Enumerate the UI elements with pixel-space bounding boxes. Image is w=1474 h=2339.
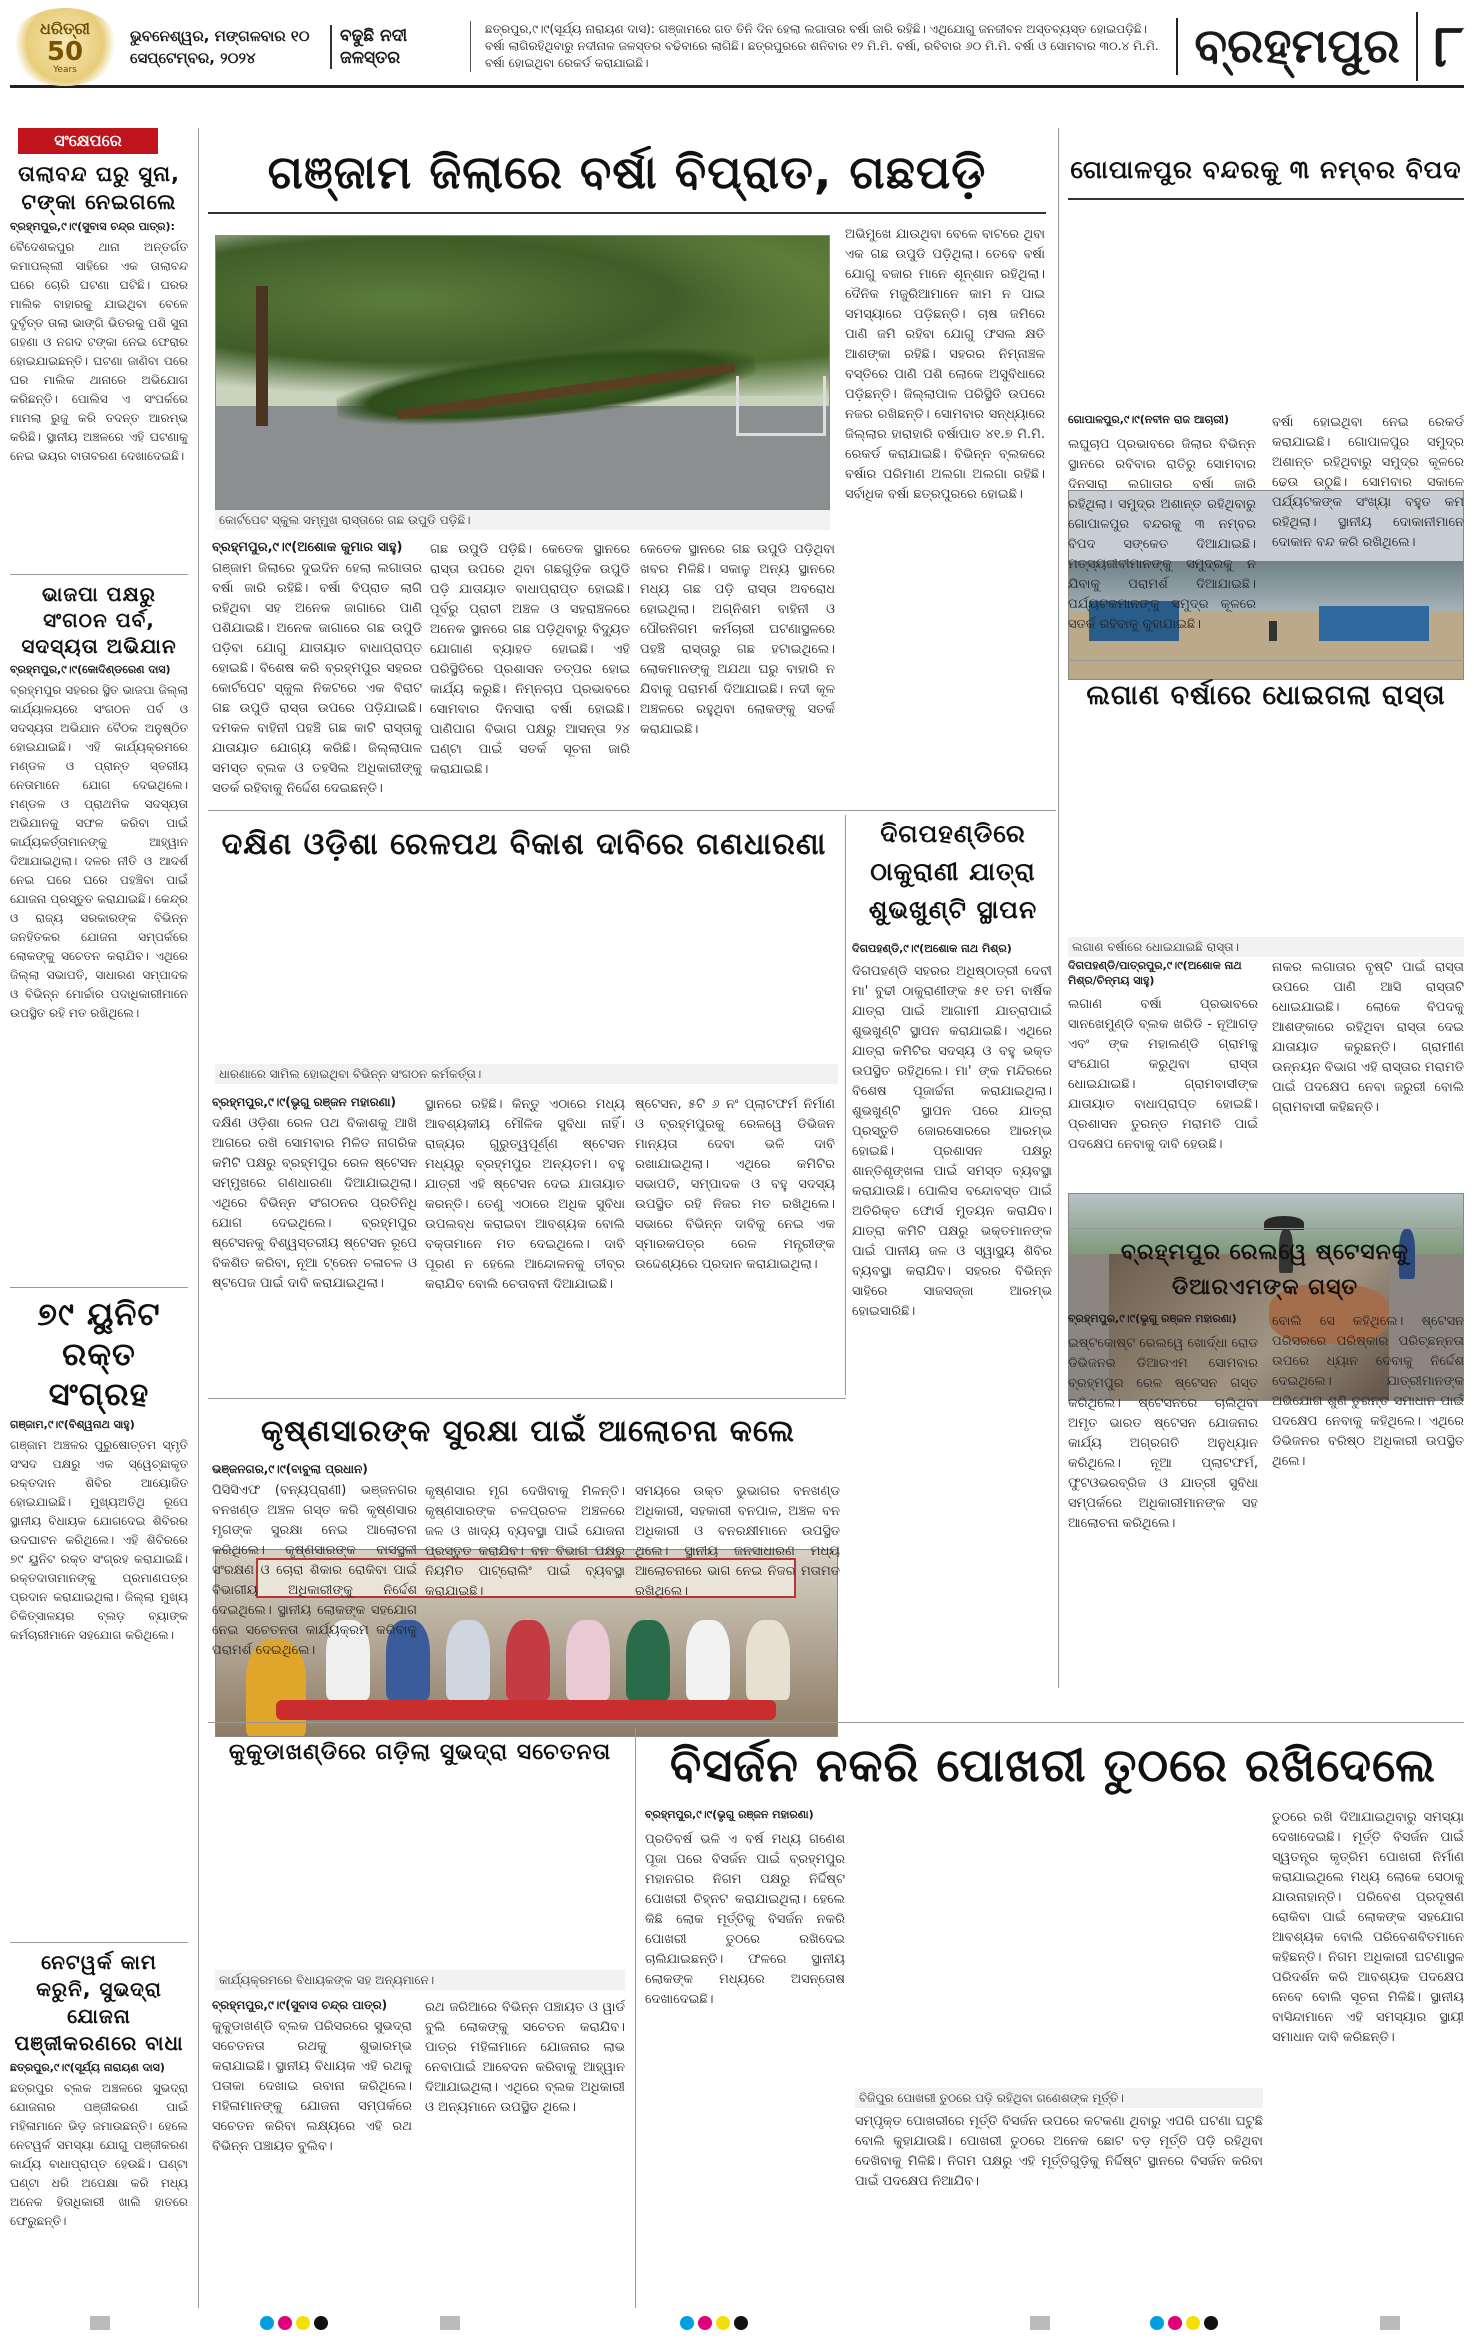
rail-byline: ବ୍ରହ୍ମପୁର,୯।୯(ଭୃଗୁ ରଞ୍ଜନ ମହାରଣା) — [212, 1095, 396, 1109]
ticker-news: ଛତ୍ରପୁର,୯।୯(ସୂର୍ଯ୍ୟ ନାରାୟଣ ଦାସ): ଗଞ୍ଜାମରେ ଗତ ତିନି ଦିନ ହେଲା ଲଗାତାର ବର୍ଷା ଜାରି ରହିଛି। ଏଥିଯୋଗୁ ଜନଜୀବନ ଅସ୍ତବ୍ୟସ୍ତ ହୋଇପଡ଼ିଛି। ବର୍ଷା ଲାଗିରହିଥିବାରୁ ନଦୀନାଳ ଜଳସ୍ତର ବଢିବାରେ ଲାଗିଛି। ଛତ୍ରପୁରରେ ଶନିବାର ୧୨ ମି.ମି. ବର୍ଷା, ରବିବାର ୬୦ ମି.ମି. ବର୍ଷା ଓ ସୋମବାର ୩୦.୪ ମି.ମି. ବର୍ଷା ହୋଇଥିବା ରେକର୍ଡ କରାଯାଇଛି। — [470, 21, 1176, 72]
brief-1-body: ବୈଦେଶକପୁର ଥାନା ଅନ୍ତର୍ଗତ କମାପଲ୍ଲୀ ସାହିରେ ଏକ ତାଲାବନ୍ଦ ଘରେ ଚୋରି ଘଟଣା ଘଟିଛି। ଘରର ମାଲିକ ବାହାରକୁ ଯାଇଥିବା ବେଳେ ଦୁର୍ବୃତ୍ତ ତାଲା ଭାଙ୍ଗି ଭିତରକୁ ପଶି ସୁନା ଗହଣା ଓ ନଗଦ ଟଙ୍କା ନେଇ ଫେରାର ହୋଇଯାଇଛନ୍ତି। ଘଟଣା ଜାଣିବା ପରେ ଘର ମାଲିକ ଥାନାରେ ଅଭିଯୋଗ କରିଛନ୍ତି। ପୋଲିସ ଏ ସଂପର୍କରେ ମାମଲା ରୁଜୁ କରି ତଦନ୍ତ ଆରମ୍ଭ କରିଛି। ସ୍ଥାନୀୟ ଅଞ୍ଚଳରେ ଏହି ଘଟଣାକୁ ନେଇ ଭୟର ବାତାବରଣ ଦେଖାଦେଇଛି। — [10, 240, 188, 463]
subhadra-headline: କୁକୁଡାଖଣ୍ଡିରେ ଗଡ଼ିଲା ସୁଭଦ୍ରା ସଚେତନତା — [228, 1740, 612, 1765]
brief-1-byline: ବ୍ରହ୍ମପୁର,୯।୯(ସୁବାସ ଚନ୍ଦ୍ର ପାତ୍ର): — [10, 220, 175, 233]
page-number: ୮ — [1416, 12, 1464, 81]
logo-subtitle: Years — [53, 64, 77, 75]
dharitri-50-years-logo — [10, 8, 120, 86]
krushnasara-column-1 — [212, 1462, 417, 1713]
krushnasara-body-3: ସମୟରେ ଉକ୍ତ ଭୁଭାଗର ବନଖଣ୍ଡ ଅଧିକାରୀ, ସହକାରୀ ବନପାଳ, ଅଞ୍ଚଳ ବନ ଅଧିକାରୀ ଓ ବନରକ୍ଷୀମାନେ ଉପସ୍ଥିତ ଥିଲେ। ସ୍ଥାନୀୟ ଜନସାଧାରଣ ମଧ୍ୟ ଆଲୋଚନାରେ ଭାଗ ନେଇ ନିଜର ମତାମତ ରଖିଥିଲେ। — [635, 1484, 840, 1599]
krushnasara-body-1: ପିସିସିଏଫ (ବନ୍ୟପ୍ରାଣୀ) ଭଞ୍ଜନଗର ବନଖଣ୍ଡ ଅଞ୍ଚଳ ଗସ୍ତ କରି କୃଷ୍ଣସାର ମୃଗଙ୍କ ସୁରକ୍ଷା ନେଇ ଆଲୋଚନା କରିଥିଲେ। କୃଷ୍ଣସାରଙ୍କ ବାସସ୍ଥଳୀ ସଂରକ୍ଷଣ ଓ ଚୋରା ଶିକାର ରୋକିବା ପାଇଁ ବିଭାଗୀୟ ଅଧିକାରୀଙ୍କୁ ନିର୍ଦ୍ଦେଶ ଦେଇଥିଲେ। ସ୍ଥାନୀୟ ଲୋକଙ୍କ ସହଯୋଗ ନେଇ ସଚେତନତା କାର୍ଯ୍ୟକ୍ରମ କରିବାକୁ ପରାମର୍ଶ ଦେଇଥିଲେ। — [212, 1483, 417, 1658]
visarjan-body-2: ସମ୍ପୃକ୍ତ ପୋଖରୀରେ ମୂର୍ତ୍ତି ବିସର୍ଜନ ଉପରେ କଟକଣା ଥିବାରୁ ଏପରି ଘଟଣା ଘଟୁଛି ବୋଲି କୁହାଯାଉଛି। ପୋଖରୀ ତୁଠରେ ଅନେକ ଛୋଟ ବଡ଼ ମୂର୍ତ୍ତି ପଡ଼ି ରହିଥିବା ଦେଖିବାକୁ ମିଳିଛି। ନିଗମ ପକ୍ଷରୁ ଏହି ମୂର୍ତ୍ତିଗୁଡ଼ିକୁ ନିର୍ଦ୍ଦିଷ୍ଟ ସ୍ଥାନରେ ବିସର୍ଜନ କରିବା ପାଇଁ ପଦକ୍ଷେପ ନିଆଯିବ। — [855, 2114, 1263, 2189]
dateline: ଭୁବନେଶ୍ୱର, ମଙ୍ଗଳବାର ୧୦ ସେପ୍ଟେମ୍ବର, ୨୦୨୪ — [130, 26, 310, 67]
lead-body-1: ଗଞ୍ଜାମ ଜିଲାରେ ଦୁଇଦିନ ହେଲା ଲଗାତାର ବର୍ଷା ଜାରି ରହିଛି। ବର୍ଷା ବିପ୍ରାତ ଲାଗି ରହିଥିବା ସହ ଅନେକ ଜାଗାରେ ପାଣି ପଶିଯାଇଛି। ଅନେକ ଜାଗାରେ ଗଛ ଉପୁଡି ପଡ଼ିବା ଯୋଗୁ ଯାତାୟାତ ବାଧାପ୍ରାପ୍ତ ହୋଇଛି। ବିଶେଷ କରି ବ୍ରହ୍ମପୁର ସହରର କୋର୍ଟପେଟ ସ୍କୁଲ ନିକଟରେ ଏକ ବିରାଟ ଗଛ ଉପୁଡି ରାସ୍ତା ଉପରେ ପଡ଼ିଯାଇଛି। ଦମକଳ ବାହିନୀ ପହଞ୍ଚି ଗଛ କାଟି ରାସ୍ତାକୁ ଯାତାୟାତ ଯୋଗ୍ୟ କରିଛି। ଜିଲ୍ଲାପାଳ ସମସ୍ତ ବ୍ଲକ ଓ ତହସିଲ ଅଧିକାରୀଙ୍କୁ ସତର୍କ ରହିବାକୁ ନିର୍ଦ୍ଦେଶ ଦେଇଛନ୍ତି। — [212, 561, 422, 796]
road-body-1: ଲଗାଣ ବର୍ଷା ପ୍ରଭାବରେ ସାନଖେମୁଣ୍ଡି ବ୍ଲକ ଖରିଡି - ନୂଆଗଡ଼ ଏବଂ ଙ୍କ ମହାଲଣ୍ଡି ଗ୍ରାମକୁ ସଂଯୋଗ କରୁଥିବା ରାସ୍ତା ଧୋଇଯାଇଛି। ଗ୍ରାମବାସୀଙ୍କ ଯାତାୟାତ ବାଧାପ୍ରାପ୍ତ ହୋଇଛି। ପ୍ରଶାସନ ତୁରନ୍ତ ମରାମତି ପାଇଁ ପଦକ୍ଷେପ ନେବାକୁ ଦାବି ହେଉଛି। — [1068, 997, 1258, 1152]
brief-4-byline: ଛତ୍ରପୁର,୯।୯(ସୂର୍ଯ୍ୟ ନାରାୟଣ ଦାସ) — [10, 2061, 165, 2074]
rail-body-3: ଷ୍ଟେସନ, ୫ଟି ୬ ନଂ ପ୍ଲାଟଫର୍ମ ନିର୍ମାଣ ଓ ବ୍ରହ୍ମପୁରକୁ ରେଳୱେ ଡିଭିଜନ ମାନ୍ୟତା ଦେବା ଭଳି ଦାବି ରଖାଯାଇଥିଲା। ଏଥିରେ କମିଟିର ସଭାପତି, ସମ୍ପାଦକ ଓ ବହୁ ସଦସ୍ୟ ଉପସ୍ଥିତ ରହି ନିଜର ମତ ରଖିଥିଲେ। ସଭାରେ ବିଭିନ୍ନ ଦାବିକୁ ନେଇ ଏକ ସ୍ମାରକପତ୍ର ରେଳ ମନ୍ତ୍ରୀଙ୍କ ଉଦ୍ଦେଶ୍ୟରେ ପ୍ରଦାନ କରାଯାଇଥିଲା। — [635, 1097, 835, 1272]
krushnasara-byline: ଭଞ୍ଜନଗର,୯।୯(ବାବୁଲା ପ୍ରଧାନ) — [212, 1462, 368, 1476]
brief-4-headline: ନେଟୱର୍କ କାମ କରୁନି, ସୁଭଦ୍ରା ଯୋଜନା ପଞ୍ଜୀକରଣରେ ବାଧା — [14, 1950, 184, 2055]
drm-visit-byline: ବ୍ରହ୍ମପୁର,୯।୯(ଭୃଗୁ ରଞ୍ଜନ ମହାରଣା) — [1068, 1312, 1237, 1325]
gopalpur-headline: ଗୋପାଳପୁର ବନ୍ଦରକୁ ୩ ନମ୍ବର ବିପଦ — [1068, 140, 1464, 200]
lead-byline: ବ୍ରହ୍ମପୁର,୯।୯(ଅଶୋକ କୁମାର ସାହୁ) — [212, 540, 403, 555]
subhadra-column-1 — [212, 1998, 412, 2297]
brief-3-body: ଗଞ୍ଜାମ ଅଞ୍ଚଳର ପୁରୁଷୋତ୍ତମ ସ୍ମୃତି ସଂସଦ ପକ୍ଷରୁ ଏକ ସ୍ୱେଚ୍ଛାକୃତ ରକ୍ତଦାନ ଶିବିର ଆୟୋଜିତ ହୋଇଯାଇଛି। ମୁଖ୍ୟଅତିଥି ରୂପେ ସ୍ଥାନୀୟ ବିଧାୟକ ଯୋଗଦେଇ ଶିବିରର ଉଦଘାଟନ କରିଥିଲେ। ଏହି ଶିବିରରେ ୭୯ ୟୁନିଟ ରକ୍ତ ସଂଗ୍ରହ କରାଯାଇଛି। ରକ୍ତଦାତାମାନଙ୍କୁ ପ୍ରମାଣପତ୍ର ପ୍ରଦାନ କରାଯାଇଥିଲା। ଜିଲ୍ଲା ମୁଖ୍ୟ ଚିକିତ୍ସାଳୟର ବ୍ଲଡ଼ ବ୍ୟାଙ୍କ କର୍ମଚାରୀମାନେ ସହଯୋଗ କରିଥିଲେ। — [10, 1438, 188, 1642]
road-byline: ଦିଗପହଣ୍ଡି/ପାତ୍ରପୁର,୯।୯(ଅଶୋକ ନାଥ ମିଶ୍ର/ଚିନ୍ମୟ ସାହୁ) — [1068, 959, 1242, 987]
visarjan-photo-caption: ବିଜିପୁର ପୋଖରୀ ତୁଠରେ ପଡ଼ି ରହିଥିବା ଗଣେଶଙ୍କ ମୂର୍ତ୍ତି। — [855, 2088, 1263, 2108]
gopalpur-body-2: ବର୍ଷା ହୋଇଥିବା ନେଇ ରେକର୍ଡ କରାଯାଇଛି। ଗୋପାଳପୁର ସମୁଦ୍ର ଅଶାନ୍ତ ରହିଥିବାରୁ ସମୁଦ୍ର କୂଳରେ ଢେଉ ଉଠୁଛି। ସୋମବାର ସକାଳେ ପର୍ଯ୍ୟଟକଙ୍କ ସଂଖ୍ୟା ବହୁତ କମ ରହିଥିଲା। ସ୍ଥାନୀୟ ଦୋକାନୀମାନେ ଦୋକାନ ବନ୍ଦ କରି ରଖିଥିଲେ। — [1272, 415, 1464, 550]
brief-2-headline: ଭାଜପା ପକ୍ଷରୁ ସଂଗଠନ ପର୍ବ, ସଦସ୍ୟତା ଅଭିଯାନ — [21, 582, 177, 658]
visarjan-headline: ବିସର୍ଜନ ନକରି ପୋଖରୀ ତୁଠରେ ରଖିଦେଲେ — [669, 1738, 1437, 1792]
brief-column — [10, 128, 188, 2229]
brief-badge: ସଂକ୍ଷେପରେ — [18, 128, 158, 154]
logo-number: 50 — [46, 36, 84, 67]
brief-3-byline: ଗଞ୍ଜାମ,୯।୯(ବିଶ୍ୱନାଥ ସାହୁ) — [10, 1418, 135, 1431]
road-body-2: ନାକର ଲଗାତାର ବୃଷ୍ଟି ପାଇଁ ରାସ୍ତା ଉପରେ ପାଣି ଆସି ରାସ୍ତାଟି ଧୋଇଯାଇଛି। ଲୋକେ ବିପଦକୁ ଆଶଙ୍କାରେ ରହିଥିବା ରାସ୍ତା ଦେଇ ଯାତାୟାତ କରୁଛନ୍ତି। ଗ୍ରାମୀଣ ଉନ୍ନୟନ ବିଭାଗ ଏହି ରାସ୍ତାର ମରାମତି ପାଇଁ ପଦକ୍ଷେପ ନେବା ଜରୁରୀ ବୋଲି ଗ୍ରାମବାସୀ କହିଛନ୍ତି। — [1272, 960, 1464, 1115]
drm-visit-body-2: ବୋଲି ସେ କହିଥିଲେ। ଷ୍ଟେସନ ପରିସରରେ ପରିଷ୍କାର ପରିଚ୍ଛନ୍ନତା ଉପରେ ଧ୍ୟାନ ଦେବାକୁ ନିର୍ଦ୍ଦେଶ ଦେଇଥିଲେ। ଯାତ୍ରୀମାନଙ୍କ ଅଭିଯୋଗ ଶୁଣି ତୁରନ୍ତ ସମାଧାନ ପାଇଁ ପଦକ୍ଷେପ ନେବାକୁ କହିଥିଲେ। ଏଥିରେ ଡିଭିଜନର ବରିଷ୍ଠ ଅଧିକାରୀ ଉପସ୍ଥିତ ଥିଲେ। — [1272, 1314, 1464, 1469]
lead-photo-caption: କୋର୍ଟପେଟ ସ୍କୁଲ ସମ୍ମୁଖ ରାସ୍ତାରେ ଗଛ ଉପୁଡି ପଡ଼ିଛି। — [215, 510, 830, 530]
brief-4-body: ଛତ୍ରପୁର ବ୍ଲକ ଅଞ୍ଚଳରେ ସୁଭଦ୍ରା ଯୋଜନାର ପଞ୍ଜୀକରଣ ପାଇଁ ମହିଳାମାନେ ଭିଡ଼ ଜମାଉଛନ୍ତି। ହେଲେ ନେଟୱର୍କ ସମସ୍ୟା ଯୋଗୁ ପଞ୍ଜୀକରଣ କାର୍ଯ୍ୟ ବାଧାପ୍ରାପ୍ତ ହେଉଛି। ଘଣ୍ଟା ଘଣ୍ଟା ଧରି ଅପେକ୍ଷା କରି ମଧ୍ୟ ଅନେକ ହିତାଧିକାରୀ ଖାଲି ହାତରେ ଫେରୁଛନ୍ତି। — [10, 2081, 188, 2228]
krushnasara-body-2: କୃଷ୍ଣସାର ମୃଗ ଦେଖିବାକୁ ମିଳନ୍ତି। କୃଷ୍ଣସାରଙ୍କ ଚଳପ୍ରଚଳ ଅଞ୍ଚଳରେ ଜଳ ଓ ଖାଦ୍ୟ ବ୍ୟବସ୍ଥା ପାଇଁ ଯୋଜନା ପ୍ରସ୍ତୁତ କରାଯିବ। ବନ ବିଭାଗ ପକ୍ଷରୁ ନିୟମିତ ପାଟ୍ରୋଲିଂ ପାଇଁ ବ୍ୟବସ୍ଥା କରାଯାଇଛି। — [425, 1484, 625, 1599]
lead-headline: ଗଞ୍ଜାମ ଜିଲାରେ ବର୍ଷା ବିପ୍ରାତ, ଗଛପଡ଼ି — [208, 130, 1046, 214]
rail-headline: ଦକ୍ଷିଣ ଓଡ଼ିଶା ରେଳପଥ ବିକାଶ ଦାବିରେ ଗଣଧାରଣା — [221, 827, 827, 862]
krushnasara-headline: କୃଷ୍ଣସାରଙ୍କ ସୁରକ୍ଷା ପାଇଁ ଆଲୋଚନା କଲେ — [261, 1414, 795, 1449]
road-photo-caption: ଲଗାଣ ବର୍ଷାରେ ଧୋଇଯାଇଛି ରାସ୍ତା। — [1068, 937, 1464, 957]
drm-visit-headline: ବ୍ରହ୍ମପୁର ରେଲୱେ ଷ୍ଟେସନକୁ ଡିଆରଏମଙ୍କ ଗସ୍ତ — [1120, 1240, 1410, 1300]
drm-visit-body-1: ଇଷ୍ଟକୋଷ୍ଟ ରେଲୱେ ଖୋର୍ଦ୍ଧା ରୋଡ ଡିଭିଜନର ଡିଆରଏମ ସୋମବାର ବ୍ରହ୍ମପୁର ରେଳ ଷ୍ଟେସନ ଗସ୍ତ କରିଥିଲେ। ଷ୍ଟେସନରେ ଚାଲିଥିବା ଅମୃତ ଭାରତ ଷ୍ଟେସନ ଯୋଜନାର କାର୍ଯ୍ୟ ଅଗ୍ରଗତି ଅନୁଧ୍ୟାନ କରିଥିଲେ। ନୂଆ ପ୍ଲାଟଫର୍ମ, ଫୁଟଓଭରବ୍ରିଜ ଓ ଯାତ୍ରୀ ସୁବିଧା ସମ୍ପର୍କରେ ଅଧିକାରୀମାନଙ୍କ ସହ ଆଲୋଚନା କରିଥିଲେ। — [1068, 1336, 1258, 1531]
logo-title: ଧରିତ୍ରୀ — [40, 18, 90, 38]
print-registration-marks — [0, 2316, 1474, 2334]
city-edition-title: ବ୍ରହ୍ମପୁର — [1176, 18, 1415, 75]
visarjan-byline: ବ୍ରହ୍ମପୁର,୯।୯(ଭୃଗୁ ରଞ୍ଜନ ମହାରଣା) — [645, 1808, 814, 1821]
subhadra-body-2: ରଥ ଜରିଆରେ ବିଭିନ୍ନ ପଞ୍ଚାୟତ ଓ ୱାର୍ଡ ବୁଲି ଲୋକଙ୍କୁ ସଚେତନ କରାଯିବ। ପାତ୍ର ମହିଳାମାନେ ଯୋଜନାର ଲାଭ ନେବାପାଇଁ ଆବେଦନ କରିବାକୁ ଆହ୍ୱାନ ଦିଆଯାଇଥିଲା। ଏଥିରେ ବ୍ଲକ ଅଧିକାରୀ ଓ ଅନ୍ୟମାନେ ଉପସ୍ଥିତ ଥିଲେ। — [425, 2000, 625, 2115]
subhadra-photo-caption: କାର୍ଯ୍ୟକ୍ରମରେ ବିଧାୟକଙ୍କ ସହ ଅନ୍ୟମାନେ। — [215, 1970, 625, 1990]
brief-2-body: ବ୍ରହ୍ମପୁର ସହରର ସ୍ଥିତ ଭାଜପା ଜିଲ୍ଲା କାର୍ଯ୍ୟାଳୟରେ ସଂଗଠନ ପର୍ବ ଓ ସଦସ୍ୟତା ଅଭିଯାନ ବୈଠକ ଅନୁଷ୍ଠିତ ହୋଇଯାଇଛି। ଏହି କାର୍ଯ୍ୟକ୍ରମରେ ମଣ୍ଡଳ ଓ ପ୍ରାନ୍ତ ସ୍ତରୀୟ ନେତାମାନେ ଯୋଗ ଦେଇଥିଲେ। ମଣ୍ଡଳ ଓ ପ୍ରାଥମିକ ସଦସ୍ୟତା ଅଭିଯାନକୁ ସଫଳ କରିବା ପାଇଁ କାର୍ଯ୍ୟକର୍ତ୍ତାମାନଙ୍କୁ ଆହ୍ୱାନ ଦିଆଯାଇଥିଲା। ଦଳର ନୀତି ଓ ଆଦର୍ଶ ନେଇ ଘରେ ଘରେ ପହଞ୍ଚିବା ପାଇଁ ଯୋଜନା ପ୍ରସ୍ତୁତ କରାଯାଇଛି। କେନ୍ଦ୍ର ଓ ରାଜ୍ୟ ସରକାରଙ୍କ ବିଭିନ୍ନ ଜନହିତକର ଯୋଜନା ସମ୍ପର୍କରେ ଲୋକଙ୍କୁ ସଚେତନ କରାଯିବ। ଏଥିରେ ଜିଲ୍ଲା ସଭାପତି, ସାଧାରଣ ସମ୍ପାଦକ ଓ ବିଭିନ୍ନ ମୋର୍ଚ୍ଚାର ପଦାଧିକାରୀମାନେ ଉପସ୍ଥିତ ରହି ମତ ରଖିଥିଲେ। — [10, 683, 188, 1020]
motto: ବଢୁଛି ନଦୀ ଜଳସ୍ତର — [330, 25, 470, 69]
lead-photo-fallen-tree — [215, 235, 830, 510]
brief-2-byline: ବ୍ରହ୍ମପୁର,୯।୯(କୋଦିଣ୍ଡରେଣ ଦାସ) — [10, 663, 171, 676]
masthead — [10, 8, 1464, 88]
visarjan-body-3: ତୁଠରେ ରଖି ଦିଆଯାଇଥିବାରୁ ସମସ୍ୟା ଦେଖାଦେଇଛି। ମୂର୍ତ୍ତି ବିସର୍ଜନ ପାଇଁ ସ୍ୱତନ୍ତ୍ର କୃତ୍ରିମ ପୋଖରୀ ନିର୍ମାଣ କରାଯାଇଥିଲେ ମଧ୍ୟ ଲୋକେ ସେଠାକୁ ଯାଉନାହାନ୍ତି। ପରିବେଶ ପ୍ରଦୂଷଣ ରୋକିବା ପାଇଁ ଲୋକଙ୍କ ସହଯୋଗ ଆବଶ୍ୟକ ବୋଲି ପରିବେଶବିତମାନେ କହିଛନ୍ତି। ନିଗମ ଅଧିକାରୀ ଘଟଣାସ୍ଥଳ ପରିଦର୍ଶନ କରି ଆବଶ୍ୟକ ପଦକ୍ଷେପ ନେବେ ବୋଲି ସୂଚନା ମିଳିଛି। ସ୍ଥାନୀୟ ବାସିନ୍ଦାମାନେ ଏହି ସମସ୍ୟାର ସ୍ଥାୟୀ ସମାଧାନ ଦାବି କରିଛନ୍ତି। — [1272, 1810, 1464, 2045]
lead-column-1 — [212, 540, 422, 799]
road-headline: ଲଗାଣ ବର୍ଷାରେ ଧୋଇଗଲା ରାସ୍ତା — [1086, 680, 1446, 711]
digapahandi-body: ଦିଗପହଣ୍ଡି ସହରର ଅଧିଷ୍ଠାତ୍ରୀ ଦେବୀ ମା' ବୁଢୀ ଠାକୁରାଣୀଙ୍କ ୫୧ ତମ ବାର୍ଷିକ ଯାତ୍ରା ପାଇଁ ଆଗାମୀ ଯାତ୍ରାପାଇଁ ଶୁଭଖୁଣ୍ଟି ସ୍ଥାପନ କରାଯାଇଛି। ଏଥିରେ ଯାତ୍ରା କମିଟିର ସଦସ୍ୟ ଓ ବହୁ ଭକ୍ତ ଉପସ୍ଥିତ ରହିଥିଲେ। ମା' ଙ୍କ ମନ୍ଦିରରେ ବିଶେଷ ପୂଜାର୍ଚ୍ଚନା କରାଯାଇଥିଲା। ଶୁଭଖୁଣ୍ଟି ସ୍ଥାପନ ପରେ ଯାତ୍ରା ପ୍ରସ୍ତୁତି ଜୋରସୋରରେ ଆରମ୍ଭ ହୋଇଛି। ପ୍ରଶାସନ ପକ୍ଷରୁ ଶାନ୍ତିଶୃଙ୍ଖଳା ପାଇଁ ସମସ୍ତ ବ୍ୟବସ୍ଥା କରାଯାଉଛି। ପୋଲିସ ବନ୍ଦୋବସ୍ତ ପାଇଁ ଅତିରିକ୍ତ ଫୋର୍ସ ମୁତୟନ କରାଯିବ। ଯାତ୍ରା କମିଟି ପକ୍ଷରୁ ଭକ୍ତମାନଙ୍କ ପାଇଁ ପାନୀୟ ଜଳ ଓ ସ୍ୱାସ୍ଥ୍ୟ ଶିବିର ବ୍ୟବସ୍ଥା କରାଯିବ। ସହରର ବିଭିନ୍ନ ସାହିରେ ସାଜସଜ୍ଜା ଆରମ୍ଭ ହୋଇସାରିଛି। — [852, 964, 1052, 1319]
digapahandi-byline: ଦିଗପହଣ୍ଡି,୯।୯(ଅଶୋକ ନାଥ ମିଶ୍ର) — [852, 942, 1012, 955]
brief-3-headline: ୭୯ ୟୁନିଟ ରକ୍ତ ସଂଗ୍ରହ — [37, 1295, 161, 1413]
gopalpur-byline: ଗୋପାଳପୁର,୯।୯(ନବୀନ ରାଜ ଆଚାରୀ) — [1068, 413, 1230, 426]
brief-1-headline: ତାଲାବନ୍ଦ ଘରୁ ସୁନା, ଟଙ୍କା ନେଇଗଲେ — [18, 162, 180, 214]
visarjan-body-1: ପ୍ରତିବର୍ଷ ଭଳି ଏ ବର୍ଷ ମଧ୍ୟ ଗଣେଶ ପୂଜା ପରେ ବିସର୍ଜନ ପାଇଁ ବ୍ରହ୍ମପୁର ମହାନଗର ନିଗମ ପକ୍ଷରୁ ନିର୍ଦ୍ଦିଷ୍ଟ ପୋଖରୀ ଚିହ୍ନଟ କରାଯାଇଥିଲା। ହେଲେ କିଛି ଲୋକ ମୂର୍ତ୍ତିକୁ ବିସର୍ଜନ ନକରି ପୋଖରୀ ତୁଠରେ ରଖିଦେଇ ଚାଲିଯାଇଛନ୍ତି। ଫଳରେ ସ୍ଥାନୀୟ ଲୋକଙ୍କ ମଧ୍ୟରେ ଅସନ୍ତୋଷ ଦେଖାଦେଇଛି। — [645, 1832, 845, 2007]
rail-body-2: ସ୍ଥାନରେ ରହିଛି। କିନ୍ତୁ ଏଠାରେ ମଧ୍ୟ ଆବଶ୍ୟକୀୟ ମୌଳିକ ସୁବିଧା ନାହିଁ। ରାଜ୍ୟର ଗୁରୁତ୍ୱପୂର୍ଣ୍ଣ ଷ୍ଟେସନ ମଧ୍ୟରୁ ବ୍ରହ୍ମପୁର ଅନ୍ୟତମ। ବହୁ ଯାତ୍ରୀ ଏହି ଷ୍ଟେସନ ଦେଇ ଯାତାୟାତ କରନ୍ତି। ତେଣୁ ଏଠାରେ ଅଧିକ ସୁବିଧା ଉପଲବ୍ଧ କରାଇବା ଆବଶ୍ୟକ ବୋଲି ବକ୍ତାମାନେ ମତ ଦେଇଥିଲେ। ଦାବି ପୂରଣ ନ ହେଲେ ଆନ୍ଦୋଳନକୁ ତୀବ୍ର କରାଯିବ ବୋଲି ଚେତାବନୀ ଦିଆଯାଇଛି। — [425, 1097, 625, 1292]
lead-body-3: କେତେକ ସ୍ଥାନରେ ଗଛ ଉପୁଡି ପଡ଼ିଥିବା ଖବର ମିଳିଛି। ସକାଳୁ ଅନ୍ୟ ସ୍ଥାନରେ ମଧ୍ୟ ଗଛ ପଡ଼ି ରାସ୍ତା ଅବରୋଧ ହୋଇଥିଲା। ଅଗ୍ନିଶମ ବାହିନୀ ଓ ପୌରନିଗମ କର୍ମଚାରୀ ଘଟଣାସ୍ଥଳରେ ପହଞ୍ଚି ରାସ୍ତାରୁ ଗଛ ହଟାଇଥିଲେ। ଲୋକମାନଙ୍କୁ ଅଯଥା ଘରୁ ବାହାରି ନ ଯିବାକୁ ପରାମର୍ଶ ଦିଆଯାଇଛି। ନଦୀ କୂଳ ଅଞ୍ଚଳରେ ରହୁଥିବା ଲୋକଙ୍କୁ ସତର୍କ କରାଯାଇଛି। — [640, 542, 835, 737]
lead-body-2: ଗଛ ଉପୁଡି ପଡ଼ିଛି। କେତେକ ସ୍ଥାନରେ ରାସ୍ତା ଉପରେ ଥିବା ଗଛଗୁଡ଼ିକ ଉପୁଡି ପଡ଼ି ଯାତାୟାତ ବାଧାପ୍ରାପ୍ତ ହୋଇଛି। ପୂର୍ବରୁ ପ୍ରାଚୀ ଅଞ୍ଚଳ ଓ ସହରାଞ୍ଚଳରେ ଅନେକ ସ୍ଥାନରେ ଗଛ ପଡ଼ିଥିବାରୁ ବିଦ୍ୟୁତ ଯୋଗାଣ ବ୍ୟାହତ ହୋଇଛି। ଏହି ପରିସ୍ଥିତିରେ ପ୍ରଶାସନ ତତ୍ପର ହୋଇ କାର୍ଯ୍ୟ କରୁଛି। ନିମ୍ନଚାପ ପ୍ରଭାବରେ ସୋମବାର ଦିନସାରା ବର୍ଷା ହୋଇଛି। ପାଣିପାଗ ବିଭାଗ ପକ୍ଷରୁ ଆସନ୍ତା ୨୪ ଘଣ୍ଟା ପାଇଁ ସତର୍କ ସୂଚନା ଜାରି କରାଯାଇଛି। — [430, 542, 630, 777]
lead-body-4: ଅଭିମୁଖେ ଯାଉଥିବା ବେଳେ ବାଟରେ ଥିବା ଏକ ଗଛ ଉପୁଡି ପଡ଼ିଥିଲା। ତେବେ ବର୍ଷା ଯୋଗୁ ବଜାର ମାନେ ଶୂନ୍ଶାନ ରହିଥିଲା। ଦୈନିକ ମଜୁରିଆମାନେ କାମ ନ ପାଇ ସମସ୍ୟାରେ ପଡ଼ିଛନ୍ତି। ଚାଷ ଜମିରେ ପାଣି ଜମି ରହିବା ଯୋଗୁ ଫସଲ କ୍ଷତି ଆଶଙ୍କା ରହିଛି। ସହରର ନିମ୍ନାଞ୍ଚଳ ବସ୍ତିରେ ପାଣି ପଶି ଲୋକେ ଅସୁବିଧାରେ ପଡ଼ିଛନ୍ତି। ଜିଲ୍ଲାପାଳ ପରିସ୍ଥିତି ଉପରେ ନଜର ରଖିଛନ୍ତି। ସୋମବାର ସନ୍ଧ୍ୟାରେ ଜିଲ୍ଲାର ହାରାହାରି ବର୍ଷାପାତ ୪୧.୭ ମି.ମି. ରେକର୍ଡ କରାଯାଇଛି। ବିଭିନ୍ନ ବ୍ଲକରେ ବର୍ଷାର ପରିମାଣ ଅଲଗା ଅଲଗା ରହିଛି। ସର୍ବାଧିକ ବର୍ଷା ଛତ୍ରପୁରରେ ହୋଇଛି। — [845, 227, 1045, 502]
subhadra-byline: ବ୍ରହ୍ମପୁର,୯।୯(ସୁବାସ ଚନ୍ଦ୍ର ପାତ୍ର) — [212, 1998, 388, 2012]
digapahandi-headline: ଦିଗପହଣ୍ଡିରେ ଠାକୁରାଣୀ ଯାତ୍ରା ଶୁଭଖୁଣ୍ଟି ସ୍ଥାପନ — [868, 819, 1038, 924]
rail-body-1: ଦକ୍ଷିଣ ଓଡ଼ିଶା ରେଳ ପଥ ବିକାଶକୁ ଆଖି ଆଗରେ ରଖି ସୋମବାର ମିଳିତ ନାଗରିକ କମିଟି ପକ୍ଷରୁ ବ୍ରହ୍ମପୁର ରେଳ ଷ୍ଟେସନ ସମ୍ମୁଖରେ ଗଣଧାରଣା ଦିଆଯାଇଥିଲା। ଏଥିରେ ବିଭିନ୍ନ ସଂଗଠନର ପ୍ରତିନିଧି ଯୋଗ ଦେଇଥିଲେ। ବ୍ରହ୍ମପୁର ଷ୍ଟେସନକୁ ବିଶ୍ୱସ୍ତରୀୟ ଷ୍ଟେସନ ରୂପେ ବିକଶିତ କରିବା, ନୂଆ ଟ୍ରେନ ଚଳାଚଳ ଓ ଷ୍ଟପେଜ ପାଇଁ ଦାବି କରାଯାଇଥିଲା। — [212, 1116, 417, 1291]
rail-column-1 — [212, 1095, 417, 1384]
gopalpur-body-1: ଲଘୁଚାପ ପ୍ରଭାବରେ ଜିଲାର ବିଭିନ୍ନ ସ୍ଥାନରେ ରବିବାର ରାତିରୁ ସୋମବାର ଦିନସାରା ଲଗାତାର ବର୍ଷା ଜାରି ରହିଥିଲା। ସମୁଦ୍ର ଅଶାନ୍ତ ରହିଥିବାରୁ ଗୋପାଳପୁର ବନ୍ଦରକୁ ୩ ନମ୍ବର ବିପଦ ସଙ୍କେତ ଦିଆଯାଇଛି। ମତ୍ସ୍ୟଜୀବୀମାନଙ୍କୁ ସମୁଦ୍ରକୁ ନ ଯିବାକୁ ପରାମର୍ଶ ଦିଆଯାଇଛି। ପର୍ଯ୍ୟଟକମାନଙ୍କୁ ସମୁଦ୍ର କୂଳରେ ସତର୍କ ରହିବାକୁ କୁହାଯାଇଛି। — [1068, 437, 1256, 632]
rail-photo-caption: ଧାରଣାରେ ସାମିଲ ହୋଇଥିବା ବିଭିନ୍ନ ସଂଗଠନ କର୍ମକର୍ତ୍ତା। — [215, 1064, 838, 1084]
subhadra-body-1: କୁକୁଡାଖଣ୍ଡି ବ୍ଲକ ପରିସରରେ ସୁଭଦ୍ରା ସଚେତନତା ରଥକୁ ଶୁଭାରମ୍ଭ କରାଯାଇଛି। ସ୍ଥାନୀୟ ବିଧାୟକ ଏହି ରଥକୁ ପତାକା ଦେଖାଇ ରବାନା କରିଥିଲେ। ମହିଳାମାନଙ୍କୁ ଯୋଜନା ସମ୍ପର୍କରେ ସଚେତନ କରିବା ଲକ୍ଷ୍ୟରେ ଏହି ରଥ ବିଭିନ୍ନ ପଞ୍ଚାୟତ ବୁଲିବ। — [212, 2019, 412, 2154]
